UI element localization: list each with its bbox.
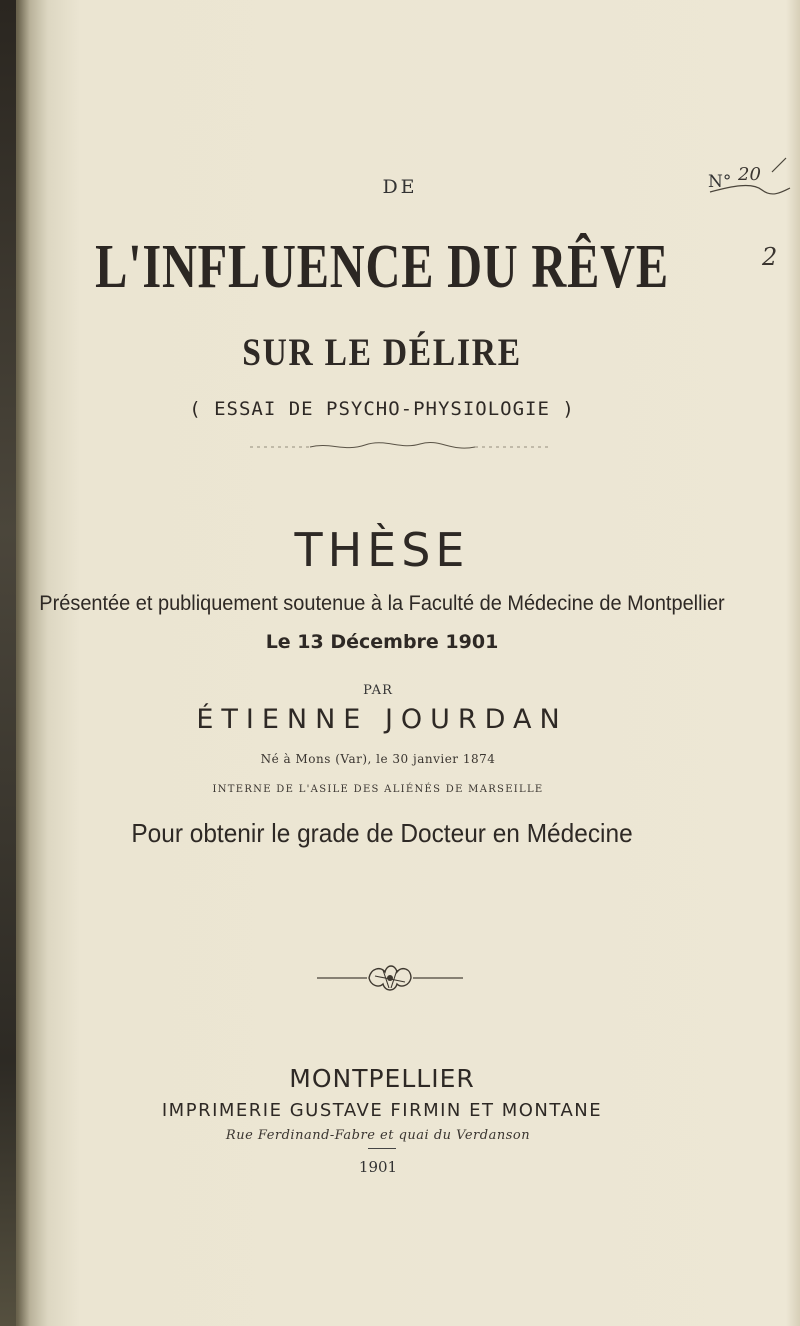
by-label: PAR — [363, 683, 393, 698]
divider — [368, 1148, 396, 1149]
fleuron-icon — [305, 958, 475, 998]
thesis-heading: THÈSE — [294, 523, 470, 577]
author-position: INTERNE DE L'ASILE DES ALIÉNÉS DE MARSEILLE — [212, 784, 544, 795]
publication-year: 1901 — [358, 1158, 398, 1176]
degree-purpose: Pour obtenir le grade de Docteur en Médecine — [131, 818, 633, 848]
presentation-line: Présentée et publiquement soutenue à la Faculté de Médecine de Montpellier — [39, 592, 725, 615]
numero-label: N° — [708, 172, 732, 192]
author-birth: Né à Mons (Var), le 30 janvier 1874 — [260, 752, 496, 766]
publisher-address: Rue Ferdinand-Fabre et quai du Verdanson — [225, 1128, 531, 1143]
publisher-city: MONTPELLIER — [289, 1064, 475, 1093]
author-name: ÉTIENNE JOURDAN — [196, 704, 568, 735]
numero-handwritten: 20 — [738, 164, 761, 185]
defense-date: Le 13 Décembre 1901 — [265, 631, 499, 653]
rule-ornament-icon — [250, 440, 550, 454]
essai-line: ( ESSAI DE PSYCHO-PHYSIOLOGIE ) — [189, 398, 575, 420]
title-prefix: DE — [382, 176, 418, 198]
margin-handwritten-mark: 2 — [762, 243, 778, 271]
page-title: L'INFLUENCE DU RÊVE — [95, 233, 669, 301]
page-subtitle: SUR LE DÉLIRE — [242, 331, 522, 374]
publisher-name: IMPRIMERIE GUSTAVE FIRMIN ET MONTANE — [161, 1100, 603, 1121]
